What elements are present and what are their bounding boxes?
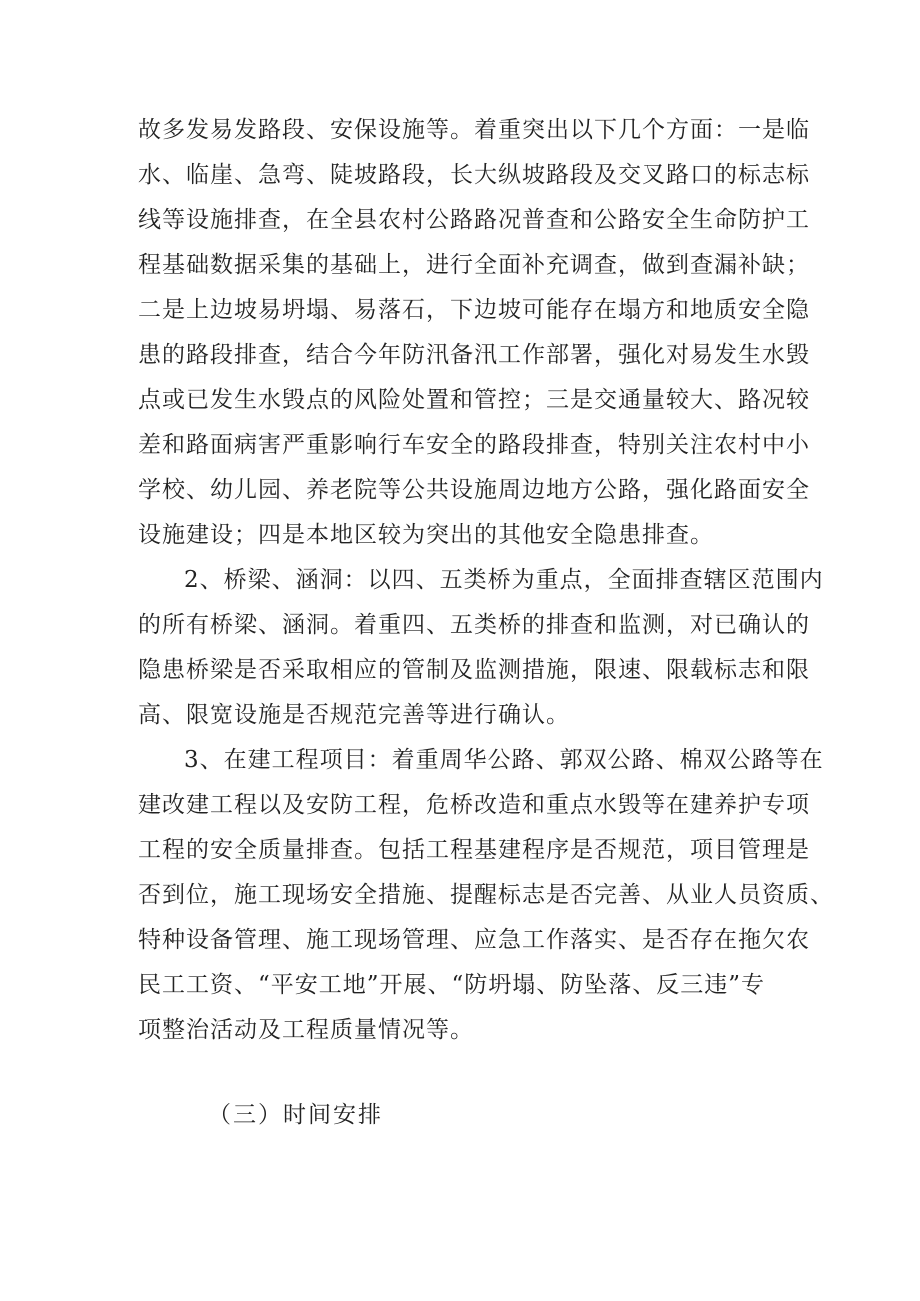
section-3-line-1: 3、在建工程项目：着重周华公路、郭双公路、棉双公路等在 [184,747,824,773]
paragraph-line-9: 学校、幼儿园、养老院等公共设施周边地方公路，强化路面安全 [138,477,810,503]
section-2-line-3: 隐患桥梁是否采取相应的管制及监测措施，限速、限载标志和限 [138,657,810,683]
section-2-line-1: 2、桥梁、涵洞：以四、五类桥为重点，全面排查辖区范围内 [184,567,824,593]
paragraph-line-10: 设施建设；四是本地区较为突出的其他安全隐患排查。 [138,522,714,548]
section-3-line-4: 否到位，施工现场安全措施、提醒标志是否完善、从业人员资质、 [138,882,834,908]
paragraph-line-3: 线等设施排查，在全县农村公路路况普查和公路安全生命防护工 [138,207,810,233]
section-2-line-2: 的所有桥梁、涵洞。着重四、五类桥的排查和监测，对已确认的 [138,612,810,638]
paragraph-line-2: 水、临崖、急弯、陡坡路段，长大纵坡路段及交叉路口的标志标 [138,162,810,188]
paragraph-line-5: 二是上边坡易坍塌、易落石，下边坡可能存在塌方和地质安全隐 [138,297,810,323]
section-3-line-5: 特种设备管理、施工现场管理、应急工作落实、是否存在拖欠农 [138,927,810,953]
section-heading-time-schedule: （三）时间安排 [208,1102,383,1128]
paragraph-line-4: 程基础数据采集的基础上，进行全面补充调查，做到查漏补缺； [138,252,810,278]
paragraph-line-6: 患的路段排查，结合今年防汛备汛工作部署，强化对易发生水毁 [138,342,810,368]
section-3-line-6: 民工工资、“平安工地”开展、“防坍塌、防坠落、反三违”专 [138,972,766,998]
section-2-line-4: 高、限宽设施是否规范完善等进行确认。 [138,702,570,728]
paragraph-line-8: 差和路面病害严重影响行车安全的路段排查，特别关注农村中小 [138,432,810,458]
section-3-line-2: 建改建工程以及安防工程，危桥改造和重点水毁等在建养护专项 [138,792,810,818]
section-3-line-3: 工程的安全质量排查。包括工程基建程序是否规范，项目管理是 [138,837,810,863]
paragraph-line-7: 点或已发生水毁点的风险处置和管控；三是交通量较大、路况较 [138,387,810,413]
section-3-line-7: 项整治活动及工程质量情况等。 [138,1017,474,1043]
paragraph-line-1: 故多发易发路段、安保设施等。着重突出以下几个方面：一是临 [138,117,810,143]
